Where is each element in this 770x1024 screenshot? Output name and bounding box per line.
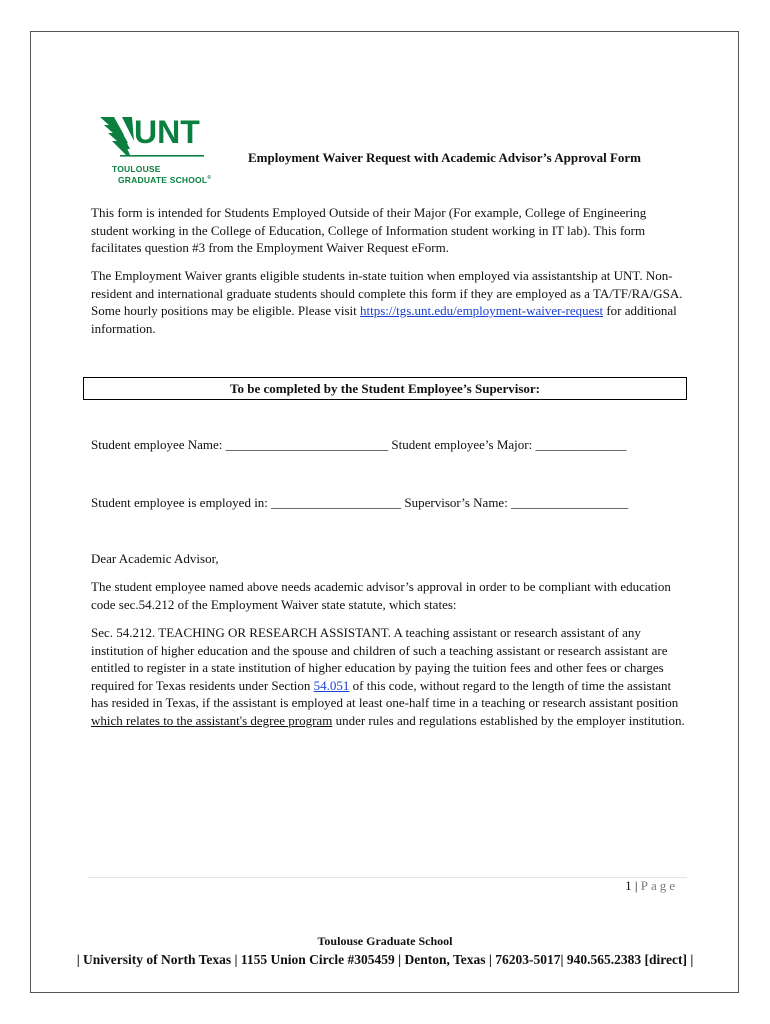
field-row-employed-supervisor	[91, 495, 628, 511]
page-number	[625, 878, 678, 894]
student-name-field[interactable]: _________________________	[225, 437, 389, 452]
statute-text-middle: of this code, without regard to the length of time the assistant has resided in Texas, if the assistant is employed at least one-half time in a teaching or research assistant position	[91, 677, 679, 710]
statute-paragraph	[91, 624, 687, 729]
form-title: Employment Waiver Request with Academic Advisor’s Approval Form	[248, 150, 642, 165]
page-number-value: 1	[625, 878, 632, 893]
letter-paragraph-1	[91, 578, 687, 613]
page-number-label: Page	[640, 878, 678, 893]
intro-paragraph-1-text: This form is intended for Students Employed Outside of their Major (For example, College of Engineering student working in the College of Education, College of Information student working in IT lab). This form facilitates question #3 from the Employment Waiver Request eForm.	[91, 205, 647, 255]
salutation-text: Dear Academic Advisor,	[91, 551, 219, 566]
intro-paragraph-2	[91, 267, 687, 337]
supervisor-name-label: Supervisor’s Name:	[401, 495, 512, 510]
employed-in-label: Student employee is employed in:	[91, 495, 272, 510]
statute-text: Sec. 54.212. TEACHING OR RESEARCH ASSISTANT. A teaching assistant or research assistant of any institution of higher education and the spouse and children of such a teaching assistant or research assistant are entitled to register in a state institution of higher education by paying the tuition fees and other fees or charges required for Texas residents under Section	[91, 625, 668, 693]
page-number-separator: |	[631, 878, 641, 893]
eagle-wing-icon	[98, 111, 222, 163]
employment-waiver-link[interactable]: https://tgs.unt.edu/employment-waiver-request	[360, 303, 604, 318]
logo-brand: UNT	[134, 114, 200, 150]
employed-in-field[interactable]: ____________________	[271, 495, 402, 510]
intro-paragraph-2-text: The Employment Waiver grants eligible students in-state tuition when employed via assistantship at UNT. Non-resident and international graduate students should complete this form if they are employed as a TA/TF/RA/GSA. Some hourly positions may be eligible. Please visit	[91, 268, 683, 318]
intro-paragraph-1	[91, 204, 687, 257]
letter-paragraph-1-text: The student employee named above needs academic advisor’s approval in order to be compliant with education code sec.54.212 of the Employment Waiver state statute, which states:	[91, 579, 671, 612]
statute-text-end: under rules and regulations established by the employer institution.	[332, 712, 685, 728]
logo-line-graduate-school	[118, 175, 211, 185]
footer-divider	[88, 877, 687, 878]
footer-address: | University of North Texas | 1155 Union Circle #305459 | Denton, Texas | 76203-5017| 940.565.2383 [direct] |	[76, 952, 694, 967]
supervisor-name-field[interactable]: __________________	[511, 495, 629, 510]
logo-line-graduate-school-text: GRADUATE SCHOOL	[118, 175, 208, 185]
student-major-label: Student employee’s Major:	[388, 437, 536, 452]
student-major-field[interactable]: ______________	[535, 437, 627, 452]
degree-program-phrase: which relates to the assistant's degree program	[91, 712, 333, 728]
supervisor-section-header: To be completed by the Student Employee’s Supervisor:	[83, 377, 687, 400]
student-name-label: Student employee Name:	[91, 437, 226, 452]
field-row-name-major	[91, 437, 626, 453]
logo-trademark: ®	[207, 175, 212, 181]
unt-logo	[98, 111, 222, 187]
footer-school-name: Toulouse Graduate School	[317, 934, 453, 948]
intro-paragraph-2-tail: for additional information.	[91, 303, 677, 336]
section-54051-link[interactable]: 54.051	[313, 677, 350, 693]
logo-line-toulouse: TOULOUSE	[112, 164, 161, 174]
salutation	[91, 550, 687, 568]
